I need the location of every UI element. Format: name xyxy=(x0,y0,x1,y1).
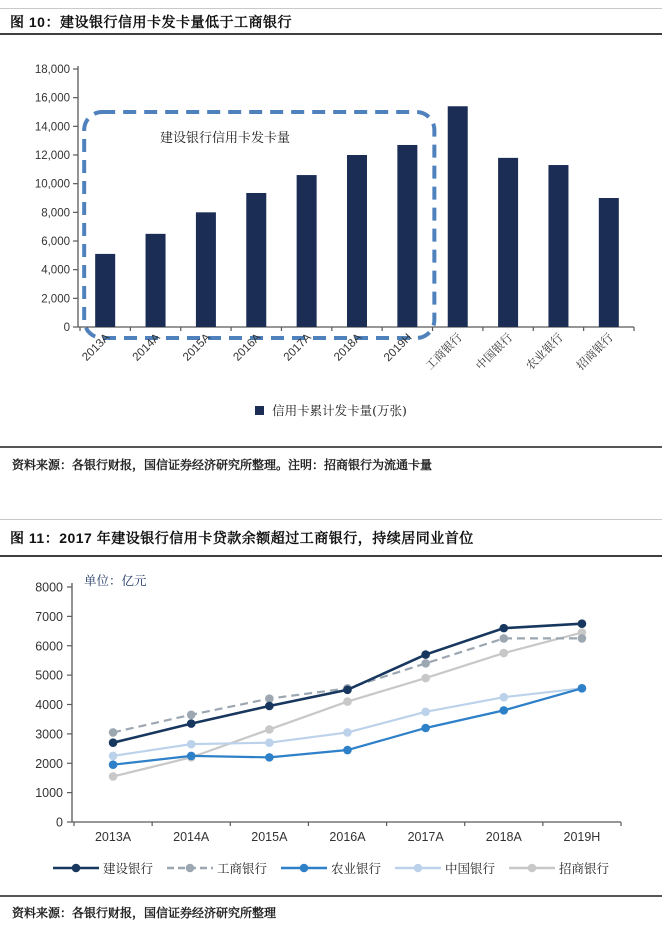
line-x-category-label: 2016A xyxy=(329,830,366,844)
series-marker-招商银行 xyxy=(265,725,274,734)
bar-y-tick-label: 2,000 xyxy=(41,293,70,306)
bar-2017A xyxy=(297,175,317,327)
series-marker-招商银行 xyxy=(421,674,430,683)
bar-chart-legend xyxy=(0,401,662,419)
legend-swatch xyxy=(255,406,264,415)
line-y-tick-label: 3000 xyxy=(35,727,63,742)
line-x-category-label: 2014A xyxy=(173,830,210,844)
legend-line-sample xyxy=(281,862,327,874)
legend-item-工商银行 xyxy=(167,859,267,877)
bar-2016A xyxy=(246,193,266,327)
line-x-category-label: 2015A xyxy=(251,830,288,844)
series-marker-农业银行 xyxy=(109,760,118,769)
bar-y-tick-label: 10,000 xyxy=(34,178,70,191)
credit-card-issuance-bar-chart xyxy=(0,56,662,400)
figure11-source-rule xyxy=(0,895,662,897)
bar-y-tick-label: 4,000 xyxy=(41,264,70,277)
bar-x-category-label: 农业银行 xyxy=(524,331,566,373)
bar-农业银行 xyxy=(548,165,568,327)
series-marker-建设银行 xyxy=(187,719,196,728)
bar-2018A xyxy=(347,155,367,327)
line-y-tick-label: 5000 xyxy=(35,668,63,683)
series-marker-中国银行 xyxy=(265,738,274,747)
bar-x-category-label: 2018A xyxy=(332,331,365,364)
line-y-tick-label: 6000 xyxy=(35,639,63,654)
ccb-issuance-annotation-label: 建设银行信用卡发卡量 xyxy=(159,130,291,145)
series-marker-建设银行 xyxy=(265,702,274,711)
legend-sample-marker xyxy=(300,864,309,873)
series-marker-农业银行 xyxy=(187,752,196,761)
series-marker-工商银行 xyxy=(421,659,430,668)
series-marker-农业银行 xyxy=(421,724,430,733)
bar-x-category-label: 2013A xyxy=(80,331,113,364)
bar-2013A xyxy=(95,254,115,327)
line-x-category-label: 2018A xyxy=(485,830,522,844)
bar-工商银行 xyxy=(448,106,468,327)
series-marker-中国银行 xyxy=(421,708,430,717)
legend-item-中国银行 xyxy=(395,859,495,877)
bar-x-category-label: 2015A xyxy=(181,331,214,364)
legend-item-label: 招商银行 xyxy=(559,861,610,876)
series-marker-招商银行 xyxy=(499,649,508,658)
series-marker-工商银行 xyxy=(109,728,118,737)
series-marker-招商银行 xyxy=(109,772,118,781)
series-marker-农业银行 xyxy=(499,706,508,715)
bar-x-category-label: 2017A xyxy=(281,331,314,364)
bar-招商银行 xyxy=(599,198,619,327)
legend-item-招商银行 xyxy=(509,859,609,877)
line-y-tick-label: 1000 xyxy=(35,786,63,801)
line-y-tick-label: 4000 xyxy=(35,698,63,712)
legend-sample-marker xyxy=(414,864,423,873)
bar-y-tick-label: 16,000 xyxy=(34,92,70,105)
legend-line-sample xyxy=(53,862,99,874)
legend-item-建设银行 xyxy=(53,859,153,877)
bar-y-tick-label: 6,000 xyxy=(41,236,70,248)
series-marker-农业银行 xyxy=(265,753,274,762)
series-marker-建设银行 xyxy=(499,624,508,633)
line-x-category-label: 2019H xyxy=(563,830,601,844)
series-marker-建设银行 xyxy=(421,650,430,659)
series-marker-中国银行 xyxy=(109,752,118,761)
bar-y-tick-label: 18,000 xyxy=(34,64,70,76)
bar-x-category-label: 招商银行 xyxy=(574,331,616,373)
figure10-source-rule xyxy=(0,446,662,448)
bar-x-category-label: 2014A xyxy=(130,331,163,364)
series-line-建设银行 xyxy=(113,624,582,743)
bar-x-category-label: 2019H xyxy=(382,331,415,365)
figure11-title: 图 11：2017 年建设银行信用卡贷款余额超过工商银行，持续居同业首位 xyxy=(10,530,474,546)
legend-sample-marker xyxy=(72,864,81,873)
legend-line-sample xyxy=(395,862,441,874)
bar-2015A xyxy=(196,212,216,327)
figure10-source: 资料来源：各银行财报，国信证券经济研究所整理。注明：招商银行为流通卡量 xyxy=(12,458,433,472)
unit-label: 单位：亿元 xyxy=(84,574,147,588)
series-marker-中国银行 xyxy=(187,740,196,749)
legend-sample-marker xyxy=(186,864,195,873)
bar-y-tick-label: 14,000 xyxy=(34,121,70,134)
legend-item-label: 工商银行 xyxy=(216,861,267,876)
series-marker-建设银行 xyxy=(343,686,352,695)
legend-sample-marker xyxy=(528,864,537,873)
bar-x-category-label: 中国银行 xyxy=(474,331,516,373)
top-divider xyxy=(0,8,662,9)
series-marker-工商银行 xyxy=(265,694,274,703)
legend-item-label: 中国银行 xyxy=(445,861,496,876)
figure11-top-divider xyxy=(0,519,662,520)
bar-y-tick-label: 12,000 xyxy=(34,150,70,162)
series-marker-招商银行 xyxy=(343,697,352,706)
series-marker-中国银行 xyxy=(499,693,508,702)
bar-2014A xyxy=(146,234,166,327)
line-x-category-label: 2013A xyxy=(94,830,132,844)
line-y-tick-label: 7000 xyxy=(35,609,63,624)
figure11-title-rule xyxy=(0,555,662,557)
credit-card-loan-balance-line-chart xyxy=(0,563,662,855)
bar-x-category-label: 2016A xyxy=(231,331,264,364)
series-marker-工商银行 xyxy=(499,634,508,643)
line-y-tick-label: 0 xyxy=(56,815,63,830)
line-y-tick-label: 8000 xyxy=(35,580,63,595)
series-marker-建设银行 xyxy=(109,738,118,747)
series-marker-工商银行 xyxy=(187,710,196,719)
line-x-category-label: 2017A xyxy=(407,830,444,844)
bar-中国银行 xyxy=(498,158,518,327)
figure10-title: 图 10：建设银行信用卡发卡量低于工商银行 xyxy=(10,14,292,30)
series-marker-农业银行 xyxy=(578,684,587,693)
line-chart-legend xyxy=(0,859,662,877)
legend-item-农业银行 xyxy=(281,859,381,877)
line-y-tick-label: 2000 xyxy=(35,756,63,771)
legend-line-sample xyxy=(167,862,213,874)
legend-line-sample xyxy=(509,862,555,874)
bar-2019H xyxy=(397,145,417,327)
bar-legend-label: 信用卡累计发卡量(万张) xyxy=(272,403,407,418)
figure10-title-rule xyxy=(0,33,662,35)
series-marker-工商银行 xyxy=(578,634,587,643)
series-marker-农业银行 xyxy=(343,746,352,755)
bar-y-tick-label: 0 xyxy=(63,322,70,334)
figure11-source: 资料来源：各银行财报，国信证券经济研究所整理 xyxy=(12,906,277,920)
bar-x-category-label: 工商银行 xyxy=(423,331,465,373)
series-marker-建设银行 xyxy=(578,619,587,628)
bar-y-tick-label: 8,000 xyxy=(41,207,70,220)
legend-item-label: 建设银行 xyxy=(102,861,153,876)
series-marker-中国银行 xyxy=(343,728,352,737)
legend-item-label: 农业银行 xyxy=(330,861,381,876)
